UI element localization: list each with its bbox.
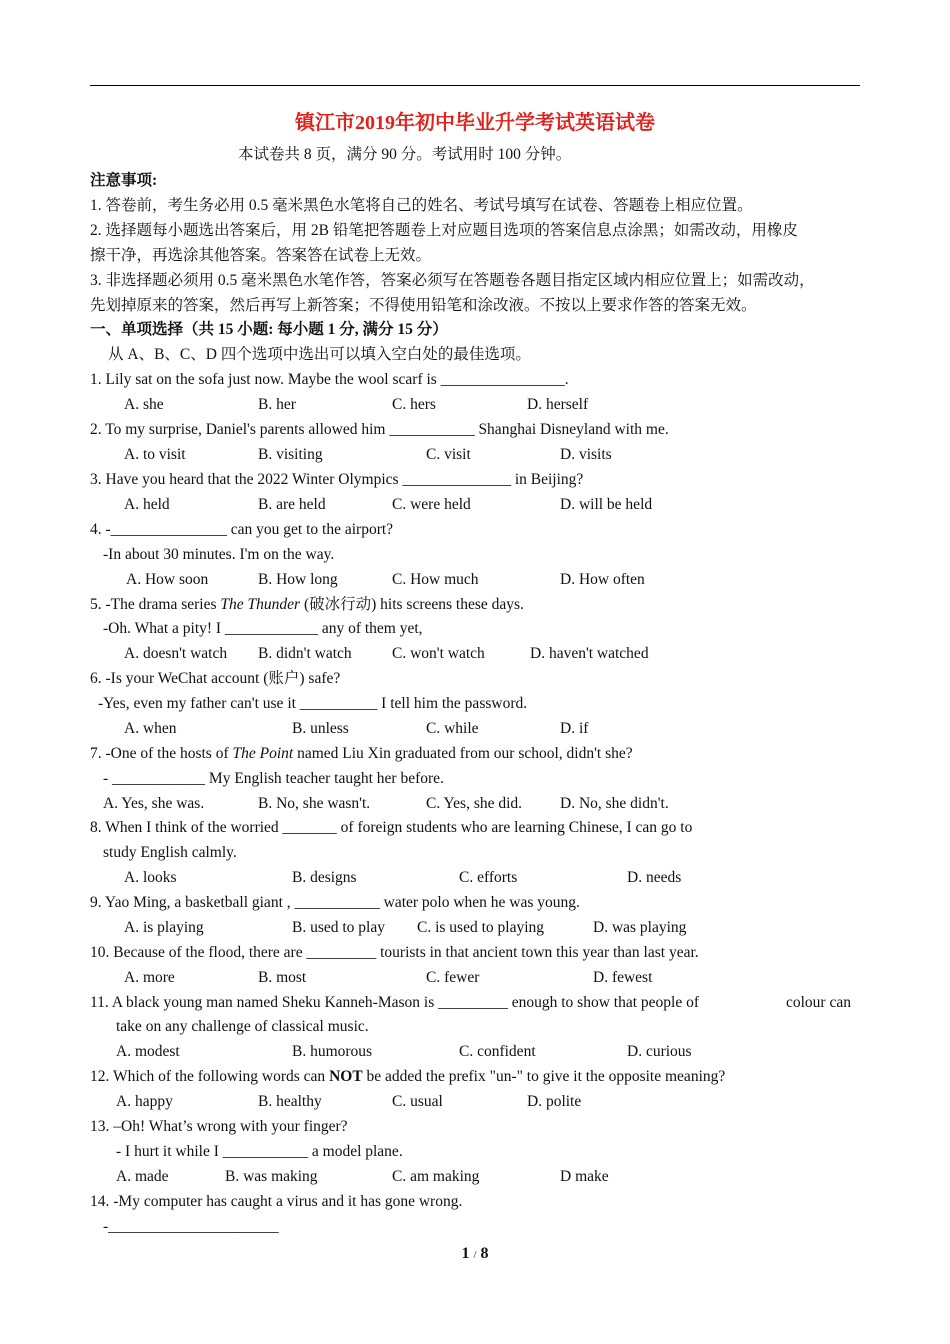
option-a: A. How soon	[126, 571, 209, 588]
question-8: 8. When I think of the worried _______ of foreign students who are learning Chinese, I can go to	[90, 819, 693, 836]
section-heading: 一、单项选择（共 15 小题: 每小题 1 分, 满分 15 分）	[90, 321, 448, 338]
question-8-cont: study English calmly.	[103, 844, 237, 861]
option-d: D. was playing	[593, 919, 687, 936]
option-d: D. herself	[527, 396, 589, 413]
option-a: A. modest	[116, 1043, 180, 1060]
option-b: B. used to play	[292, 919, 385, 936]
question-11: 11. A black young man named Sheku Kanneh-Mason is _________ enough to show that people of	[90, 994, 700, 1011]
option-b: B. didn't watch	[258, 645, 352, 662]
option-a: A. doesn't watch	[124, 645, 228, 662]
option-b: B. are held	[258, 496, 326, 513]
section-instruction: 从 A、B、C、D 四个选项中选出可以填入空白处的最佳选项。	[108, 346, 531, 363]
question-5: 5. -The drama series The Thunder (破冰行动) hits screens these days.	[90, 596, 524, 613]
header-rule	[90, 85, 860, 86]
question-4-reply: -In about 30 minutes. I'm on the way.	[103, 546, 335, 563]
question-12: 12. Which of the following words can NOT be added the prefix "un-" to give it the opposite meaning?	[90, 1068, 726, 1085]
option-c: C. hers	[392, 396, 436, 413]
option-a: A. to visit	[124, 446, 186, 463]
page-title: 镇江市2019年初中毕业升学考试英语试卷	[295, 112, 655, 134]
question-6-reply: -Yes, even my father can't use it __________ I tell him the password.	[98, 695, 528, 712]
option-d: D. How often	[560, 571, 645, 588]
option-a: A. more	[124, 969, 175, 986]
question-14-reply: -______________________	[103, 1218, 279, 1235]
option-d: D. fewest	[593, 969, 653, 986]
question-3: 3. Have you heard that the 2022 Winter Olympics ______________ in Beijing?	[90, 471, 584, 488]
option-a: A. made	[116, 1168, 169, 1185]
option-a: A. when	[124, 720, 177, 737]
question-5-reply: -Oh. What a pity! I ____________ any of them yet,	[103, 620, 423, 637]
option-c: C. How much	[392, 571, 479, 588]
option-c: C. Yes, she did.	[426, 795, 523, 812]
option-d: D. No, she didn't.	[560, 795, 669, 812]
question-13: 13. –Oh! What’s wrong with your finger?	[90, 1118, 348, 1135]
option-a: A. held	[124, 496, 170, 513]
option-b: B. healthy	[258, 1093, 322, 1110]
option-a: A. looks	[124, 869, 177, 886]
question-4: 4. -_______________ can you get to the airport?	[90, 521, 394, 538]
option-b: B. unless	[292, 720, 349, 737]
option-b: B. designs	[292, 869, 357, 886]
option-c: C. efforts	[459, 869, 518, 886]
option-d: D. needs	[627, 869, 682, 886]
note-line: 2. 选择题每小题选出答案后，用 2B 铅笔把答题卷上对应题目选项的答案信息点涂黑；如需改动，用橡皮	[90, 222, 798, 239]
option-b: B. was making	[225, 1168, 318, 1185]
question-13-reply: - I hurt it while I ___________ a model plane.	[116, 1143, 403, 1160]
drama-title: The Thunder	[220, 596, 301, 613]
option-c: C. won't watch	[392, 645, 485, 662]
option-a: A. she	[124, 396, 164, 413]
page-number: 1 / 8	[461, 1245, 489, 1262]
option-d: D make	[560, 1168, 609, 1185]
option-d: D. polite	[527, 1093, 582, 1110]
option-a: A. is playing	[124, 919, 204, 936]
option-c: C. confident	[459, 1043, 536, 1060]
option-c: C. while	[426, 720, 479, 737]
option-d: D. if	[560, 720, 589, 737]
option-b: B. No, she wasn't.	[258, 795, 371, 812]
option-d: D. will be held	[560, 496, 653, 513]
option-d: D. haven't watched	[530, 645, 649, 662]
option-c: C. am making	[392, 1168, 480, 1185]
option-c: C. is used to playing	[417, 919, 545, 936]
question-14: 14. -My computer has caught a virus and it has gone wrong.	[90, 1193, 463, 1210]
option-a: A. happy	[116, 1093, 173, 1110]
emphasis-not: NOT	[329, 1068, 363, 1085]
option-c: C. usual	[392, 1093, 443, 1110]
question-11-tail: colour can	[786, 994, 851, 1011]
notes-heading: 注意事项:	[90, 172, 158, 189]
option-a: A. Yes, she was.	[103, 795, 205, 812]
option-c: C. visit	[426, 446, 471, 463]
question-7-reply: - ____________ My English teacher taught her before.	[103, 770, 444, 787]
intro-text: 本试卷共 8 页，满分 90 分。考试用时 100 分钟。	[238, 146, 572, 163]
question-1: 1. Lily sat on the sofa just now. Maybe the wool scarf is ________________.	[90, 371, 569, 388]
note-line: 先划掉原来的答案，然后再写上新答案；不得使用铅笔和涂改液。不按以上要求作答的答案无效。	[90, 297, 757, 314]
option-d: D. visits	[560, 446, 612, 463]
question-10: 10. Because of the flood, there are _________ tourists in that ancient town this year than last year.	[90, 944, 699, 961]
option-b: B. most	[258, 969, 307, 986]
option-b: B. visiting	[258, 446, 323, 463]
question-6: 6. -Is your WeChat account (账户) safe?	[90, 670, 341, 687]
question-2: 2. To my surprise, Daniel's parents allowed him ___________ Shanghai Disneyland with me.	[90, 421, 669, 438]
note-line: 擦干净，再选涂其他答案。答案答在试卷上无效。	[90, 247, 432, 264]
option-d: D. curious	[627, 1043, 692, 1060]
option-b: B. humorous	[292, 1043, 373, 1060]
note-line: 3. 非选择题必须用 0.5 毫米黑色水笔作答，答案必须写在答题卷各题目指定区域内相应位置上；如需改动，	[90, 272, 815, 289]
note-line: 1. 答卷前，考生务必用 0.5 毫米黑色水笔将自己的姓名、考试号填写在试卷、答题卷上相应位置。	[90, 197, 753, 214]
option-c: C. were held	[392, 496, 471, 513]
question-11-cont: take on any challenge of classical music.	[116, 1018, 369, 1035]
question-9: 9. Yao Ming, a basketball giant , ___________ water polo when he was young.	[90, 894, 580, 911]
program-title: The Point	[232, 745, 294, 762]
option-b: B. her	[258, 396, 296, 413]
option-b: B. How long	[258, 571, 338, 588]
option-c: C. fewer	[426, 969, 480, 986]
question-7: 7. -One of the hosts of The Point named Liu Xin graduated from our school, didn't she?	[90, 745, 633, 762]
